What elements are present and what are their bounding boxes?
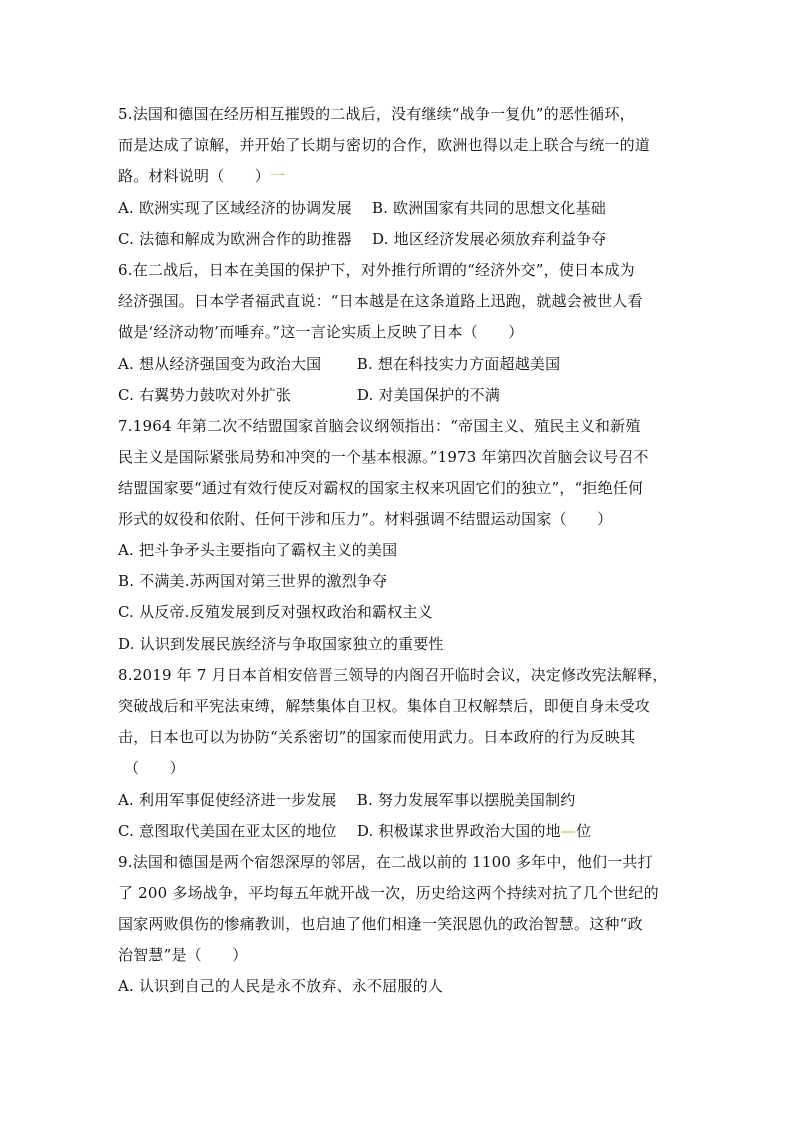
stray-mark: 一 xyxy=(270,167,286,185)
question-8-option-cd xyxy=(118,821,718,841)
question-9-line-1: 9.法国和德国是两个宿怨深厚的邻居，在二战以前的 1100 多年中，他们一共打 xyxy=(118,853,653,871)
question-9-option-a: A. 认识到自己的人民是永不放弃、永不屈服的人 xyxy=(118,977,443,995)
question-7-option-d: D. 认识到发展民族经济与争取国家独立的重要性 xyxy=(118,635,444,653)
question-6-option-ab: A. 想从经济强国变为政治大国 B. 想在科技实力方面超越美国 xyxy=(118,355,561,373)
question-7-line-3: 结盟国家要“通过有效行使反对霸权的国家主权来巩固它们的独立”，“拒绝任何 xyxy=(118,479,644,497)
stray-dash-mark: — xyxy=(560,822,577,840)
question-5-option-ab: A. 欧洲实现了区域经济的协调发展 B. 欧洲国家有共同的思想文化基础 xyxy=(118,199,606,217)
question-9-line-3: 国家两败俱伤的惨痛教训，也启迪了他们相逢一笑泯恩仇的政治智慧。这种“政 xyxy=(118,915,643,933)
question-7-option-a: A. 把斗争矛头主要指向了霸权主义的美国 xyxy=(118,541,398,559)
question-7-line-2: 民主义是国际紧张局势和冲突的一个基本根源。”1973 年第四次首脑会议号召不 xyxy=(118,448,649,466)
question-8-line-4: （ ） xyxy=(124,759,185,777)
question-8-line-2: 突破战后和平宪法束缚，解禁集体自卫权。集体自卫权解禁后，即便自身未受攻 xyxy=(118,697,651,715)
question-7-option-b: B. 不满美.苏两国对第三世界的激烈争夺 xyxy=(118,572,388,590)
question-5-option-cd: C. 法德和解成为欧洲合作的助推器 D. 地区经济发展必须放弃利益争夺 xyxy=(118,230,607,248)
question-8-line-3: 击，日本也可以为协防“关系密切”的国家而使用武力。日本政府的行为反映其 xyxy=(118,728,636,746)
question-8-line-1: 8.2019 年 7 月日本首相安倍晋三领导的内阁召开临时会议，决定修改宪法解释， xyxy=(118,666,668,684)
question-9-line-2: 了 200 多场战争，平均每五年就开战一次，历史给这两个持续对抗了几个世纪的 xyxy=(118,884,659,902)
question-7-line-4: 形式的奴役和依附、任何干涉和压力”。材料强调不结盟运动国家（ ） xyxy=(118,510,613,528)
question-8-option-ab: A. 利用军事促使经济进一步发展 B. 努力发展军事以摆脱美国制约 xyxy=(118,791,576,809)
question-6-line-1: 6.在二战后，日本在美国的保护下，对外推行所谓的“经济外交”，使日本成为 xyxy=(118,261,635,279)
question-7-line-1: 7.1964 年第二次不结盟国家首脑会议纲领指出：“帝国主义、殖民主义和新殖 xyxy=(118,417,641,435)
question-8-option-d-end: 位 xyxy=(576,822,592,840)
question-5-line-3-text: 路。材料说明（ ） xyxy=(118,167,271,185)
question-5-line-3 xyxy=(118,166,718,186)
question-5-line-2: 而是达成了谅解，并开始了长期与密切的合作，欧洲也得以走上联合与统一的道 xyxy=(118,136,651,154)
question-6-option-cd: C. 右翼势力鼓吹对外扩张 D. 对美国保护的不满 xyxy=(118,386,501,404)
question-5-line-1: 5.法国和德国在经历相互摧毁的二战后，没有继续“战争一复仇”的恶性循环， xyxy=(118,105,635,123)
question-8-option-cd-text: C. 意图取代美国在亚太区的地位 D. 积极谋求世界政治大国的地 xyxy=(118,822,561,840)
question-9-line-4: 治智慧”是（ ） xyxy=(118,946,248,964)
question-7-option-c: C. 从反帝.反殖发展到反对强权政治和霸权主义 xyxy=(118,603,433,621)
question-6-line-3: 做是‘经济动物’而唾弃。”这一言论实质上反映了日本（ ） xyxy=(118,323,524,341)
question-6-line-2: 经济强国。日本学者福武直说：“日本越是在这条道路上迅跑，就越会被世人看 xyxy=(118,292,643,310)
